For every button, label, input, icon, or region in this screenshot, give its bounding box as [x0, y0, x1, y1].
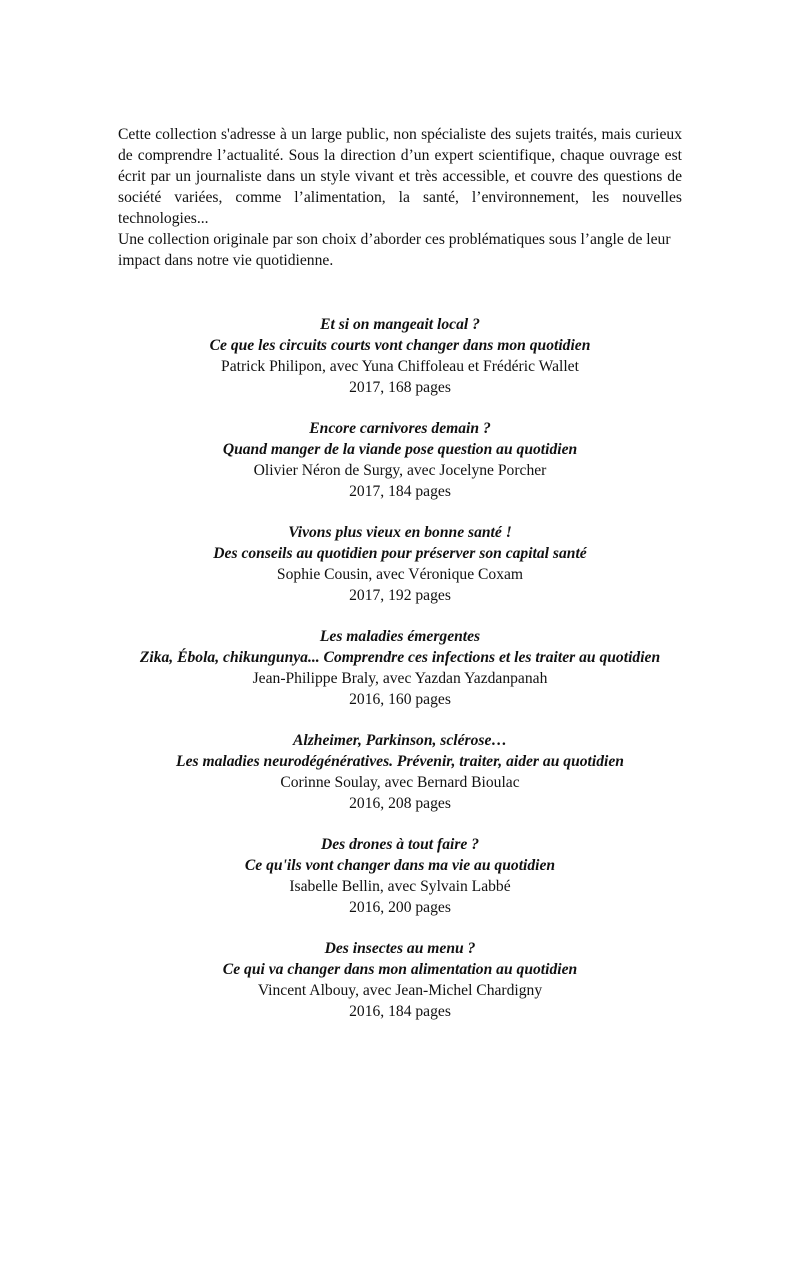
book-entry	[0, 626, 800, 710]
book-entry	[0, 418, 800, 502]
book-year-pages: 2016, 208 pages	[349, 795, 451, 812]
book-title: Encore carnivores demain ?	[309, 420, 491, 437]
book-subtitle: Zika, Ébola, chikungunya... Comprendre ces infections et les traiter au quotidien	[139, 649, 661, 666]
book-authors: Sophie Cousin, avec Véronique Coxam	[276, 566, 524, 583]
book-entry	[0, 314, 800, 398]
book-entry	[0, 834, 800, 918]
book-subtitle: Ce qu'ils vont changer dans ma vie au quotidien	[244, 857, 556, 874]
description-paragraph-2: Une collection originale par son choix d’aborder ces problématiques sous l’angle de leur impact dans notre vie quotidienne.	[118, 231, 671, 269]
book-year-pages: 2016, 184 pages	[349, 1003, 451, 1020]
book-authors: Jean-Philippe Braly, avec Yazdan Yazdanpanah	[252, 670, 548, 687]
book-year-pages: 2016, 160 pages	[349, 691, 451, 708]
book-authors: Isabelle Bellin, avec Sylvain Labbé	[289, 878, 511, 895]
book-authors: Olivier Néron de Surgy, avec Jocelyne Porcher	[253, 462, 547, 479]
collection-description	[118, 124, 682, 271]
book-authors: Vincent Albouy, avec Jean-Michel Chardigny	[257, 982, 543, 999]
book-year-pages: 2016, 200 pages	[349, 899, 451, 916]
book-entry	[0, 938, 800, 1022]
book-title: Vivons plus vieux en bonne santé !	[288, 524, 512, 541]
book-title: Et si on mangeait local ?	[320, 316, 480, 333]
book-subtitle: Quand manger de la viande pose question au quotidien	[222, 441, 578, 458]
book-title: Des insectes au menu ?	[324, 940, 476, 957]
book-entry	[0, 522, 800, 606]
book-list	[0, 314, 800, 1042]
book-title: Alzheimer, Parkinson, sclérose…	[292, 732, 507, 749]
book-year-pages: 2017, 192 pages	[349, 587, 451, 604]
book-title: Les maladies émergentes	[319, 628, 481, 645]
book-entry	[0, 730, 800, 814]
book-year-pages: 2017, 184 pages	[349, 483, 451, 500]
book-authors: Corinne Soulay, avec Bernard Bioulac	[280, 774, 520, 791]
book-subtitle: Ce qui va changer dans mon alimentation au quotidien	[222, 961, 578, 978]
description-paragraph-1: Cette collection s'adresse à un large public, non spécialiste des sujets traités, mais curieux de comprendre l’actualité. Sous la direction d’un expert scientifique, chaque ouvrage est écrit par un journaliste dans un style vivant et très accessible, et couvre des questions de société variées, comme l’alimentation, la santé, l’environnement, les nouvelles technologies...	[118, 126, 682, 227]
book-subtitle: Les maladies neurodégénératives. Prévenir, traiter, aider au quotidien	[176, 753, 624, 770]
book-year-pages: 2017, 168 pages	[349, 379, 451, 396]
book-subtitle: Ce que les circuits courts vont changer dans mon quotidien	[209, 337, 591, 354]
book-authors: Patrick Philipon, avec Yuna Chiffoleau et Frédéric Wallet	[221, 358, 579, 375]
book-title: Des drones à tout faire ?	[320, 836, 480, 853]
book-subtitle: Des conseils au quotidien pour préserver son capital santé	[213, 545, 587, 562]
